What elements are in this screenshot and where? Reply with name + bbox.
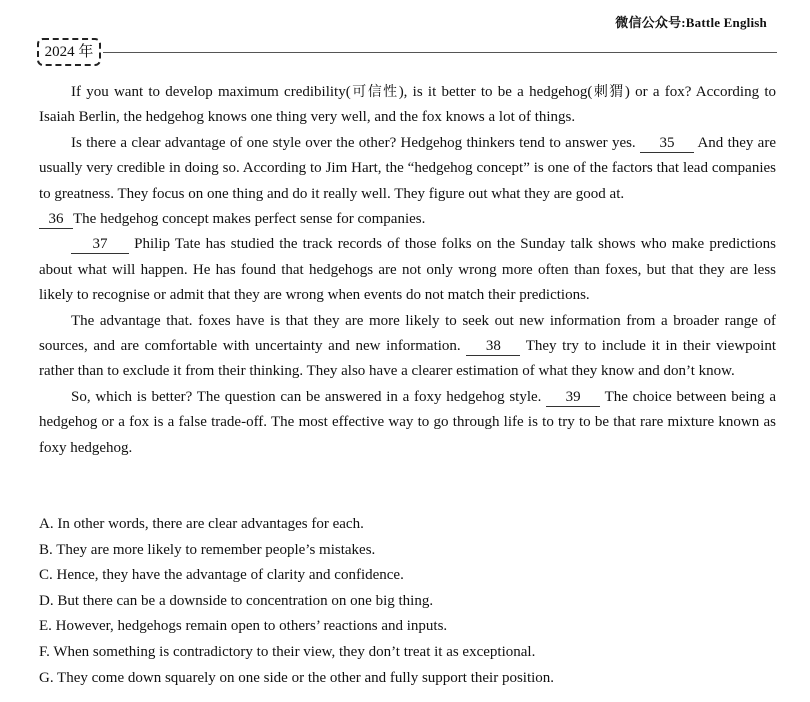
p4-text: Philip Tate has studied the track records of those folks on the Sunday talk shows who make predictions about what will happen. He has found that hedgehogs are not only wrong more often than foxes, but that they are less likely to recognise or admit that they are wrong when events do not match their predictions. — [39, 236, 776, 304]
p1-gloss-hedgehog: 刺猬 — [592, 84, 625, 100]
p2-text-a: Is there a clear advantage of one style over the other? Hedgehog thinkers tend to answer yes. — [71, 134, 640, 151]
paragraph-5 — [39, 309, 776, 385]
paragraph-1 — [39, 80, 776, 131]
paragraph-2 — [39, 131, 776, 207]
p1-text-a: If you want to develop maximum credibility( — [71, 84, 351, 100]
option-a[interactable]: A. In other words, there are clear advantages for each. — [39, 516, 364, 532]
p1-text-c: ) or a fox? According to Isaiah Berlin, the hedgehog knows one thing very well, and the fox knows a lot of things. — [39, 84, 777, 126]
p5-text-a: The advantage that. foxes have is that they are more likely to seek out new information from a broader range of sources, and are comfortable with uncertainty and new information. — [39, 312, 776, 355]
year-badge: 2024 年 — [37, 38, 101, 66]
p1-text-b: ), is it better to be a hedgehog( — [398, 84, 593, 100]
p6-text-b: The choice between being a hedgehog or a fox is a false trade-off. The most effective way to go through life is to try to be that rare mixture known as foxy hedgehog. — [39, 388, 776, 456]
options-list — [39, 512, 779, 691]
option-b[interactable]: B. They are more likely to remember people’s mistakes. — [39, 541, 376, 558]
passage — [39, 80, 776, 461]
paragraph-6 — [39, 385, 776, 461]
option-e[interactable]: E. However, hedgehogs remain open to others’ reactions and inputs. — [39, 618, 448, 635]
blank-38[interactable]: 38 — [466, 337, 520, 356]
option-g[interactable]: G. They come down squarely on one side or the other and fully support their position. — [39, 669, 555, 686]
blank-36[interactable]: 36 — [39, 210, 73, 229]
paragraph-4 — [39, 232, 776, 308]
p6-text-a: So, which is better? The question can be answered in a foxy hedgehog style. — [71, 388, 547, 405]
year-header — [37, 38, 777, 68]
blank-37[interactable]: 37 — [71, 235, 129, 254]
p5-text-b: They try to include it in their viewpoint rather than to exclude it from their thinking. They also have a clearer estimation of what they know and don’t know. — [39, 338, 776, 380]
option-f[interactable]: F. When something is contradictory to their view, they don’t treat it as exceptional. — [39, 643, 536, 660]
option-d[interactable]: D. But there can be a downside to concentration on one big thing. — [39, 592, 434, 609]
option-c[interactable]: C. Hence, they have the advantage of clarity and confidence. — [39, 567, 404, 584]
blank-39[interactable]: 39 — [546, 388, 600, 407]
source-label: 微信公众号:Battle English — [615, 15, 767, 30]
paragraph-3 — [39, 207, 776, 232]
p3-text: The hedgehog concept makes perfect sense for companies. — [73, 211, 426, 228]
blank-35[interactable]: 35 — [640, 134, 694, 153]
header-divider — [103, 52, 777, 53]
p1-gloss-credibility: 可信性 — [350, 84, 399, 100]
p2-text-b: And they are usually very credible in doing so. According to Jim Hart, the “hedgehog concept” is one of the factors that lead companies to greatness. They focus on one thing and do it really well. They figure out what they are good at. — [39, 134, 776, 202]
